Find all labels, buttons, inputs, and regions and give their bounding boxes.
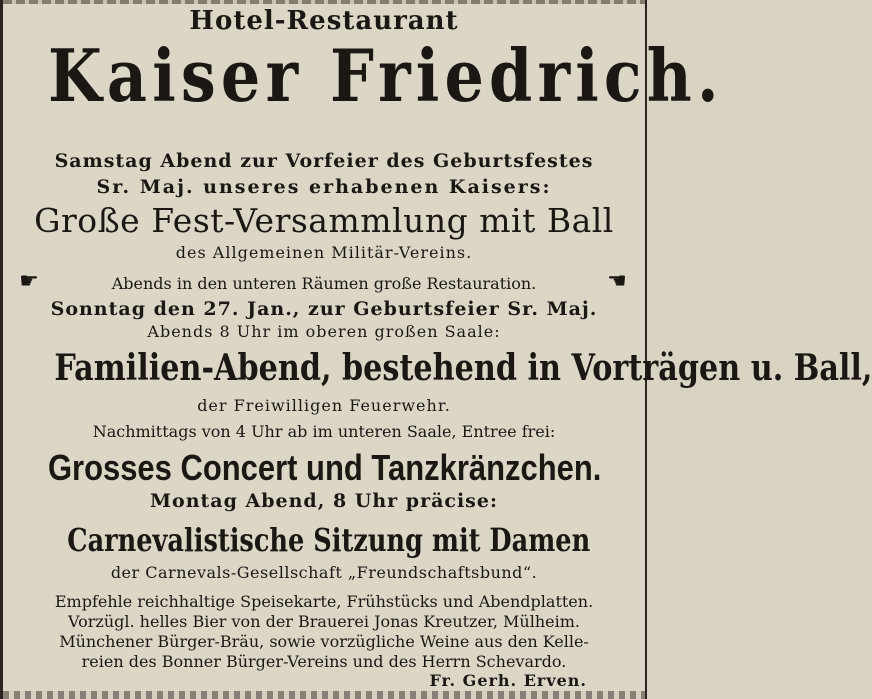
footer-line-3: Münchener Bürger-Bräu, sowie vorzügliche Weine aus den Kelle- — [59, 632, 589, 651]
top-border-strip — [3, 0, 645, 4]
sunday-concert: Grosses Concert und Tanzkränzchen. — [47, 447, 602, 488]
monday-heading: Montag Abend, 8 Uhr präcise: — [150, 490, 498, 512]
pointing-hand-icon: ☛ — [607, 269, 627, 294]
sunday-heading: Sonntag den 27. Jan., zur Geburtsfeier Sr. Maj. — [50, 298, 598, 320]
saturday-note: Abends in den unteren Räumen große Restauration. — [111, 274, 537, 293]
monday-event: Carnevalistische Sitzung mit Damen — [67, 521, 591, 559]
sunday-event: Familien-Abend, bestehend in Vorträgen u. Ball, — [54, 347, 872, 389]
pointing-hand-icon: ☛ — [19, 269, 39, 294]
footer-line-4: reien des Bonner Bürger-Vereins und des Herrn Schevardo. — [81, 652, 567, 671]
saturday-event: Große Fest-Versammlung mit Ball — [34, 201, 614, 240]
signature: Fr. Gerh. Erven. — [429, 671, 587, 690]
footer-line-1: Empfehle reichhaltige Speisekarte, Frühstücks und Abendplatten. — [54, 592, 594, 611]
saturday-heading: Samstag Abend zur Vorfeier des Geburtsfestes — [54, 150, 594, 172]
saturday-subheading: Sr. Maj. unseres erhabenen Kaisers: — [96, 176, 552, 198]
footer-line-2: Vorzügl. helles Bier von der Brauerei Jonas Kreutzer, Mülheim. — [68, 612, 580, 631]
venue-type: Hotel-Restaurant — [189, 6, 459, 36]
venue-name: Kaiser Friedrich. — [47, 33, 724, 118]
monday-host: der Carnevals-Gesellschaft „Freundschaftsbund“. — [110, 563, 538, 582]
bottom-border-strip — [3, 691, 645, 699]
saturday-host: des Allgemeinen Militär-Vereins. — [175, 243, 473, 262]
sunday-afternoon: Nachmittags von 4 Uhr ab im unteren Saale, Entree frei: — [92, 422, 556, 441]
sunday-host: der Freiwilligen Feuerwehr. — [197, 396, 451, 415]
sunday-time: Abends 8 Uhr im oberen großen Saale: — [147, 322, 501, 341]
